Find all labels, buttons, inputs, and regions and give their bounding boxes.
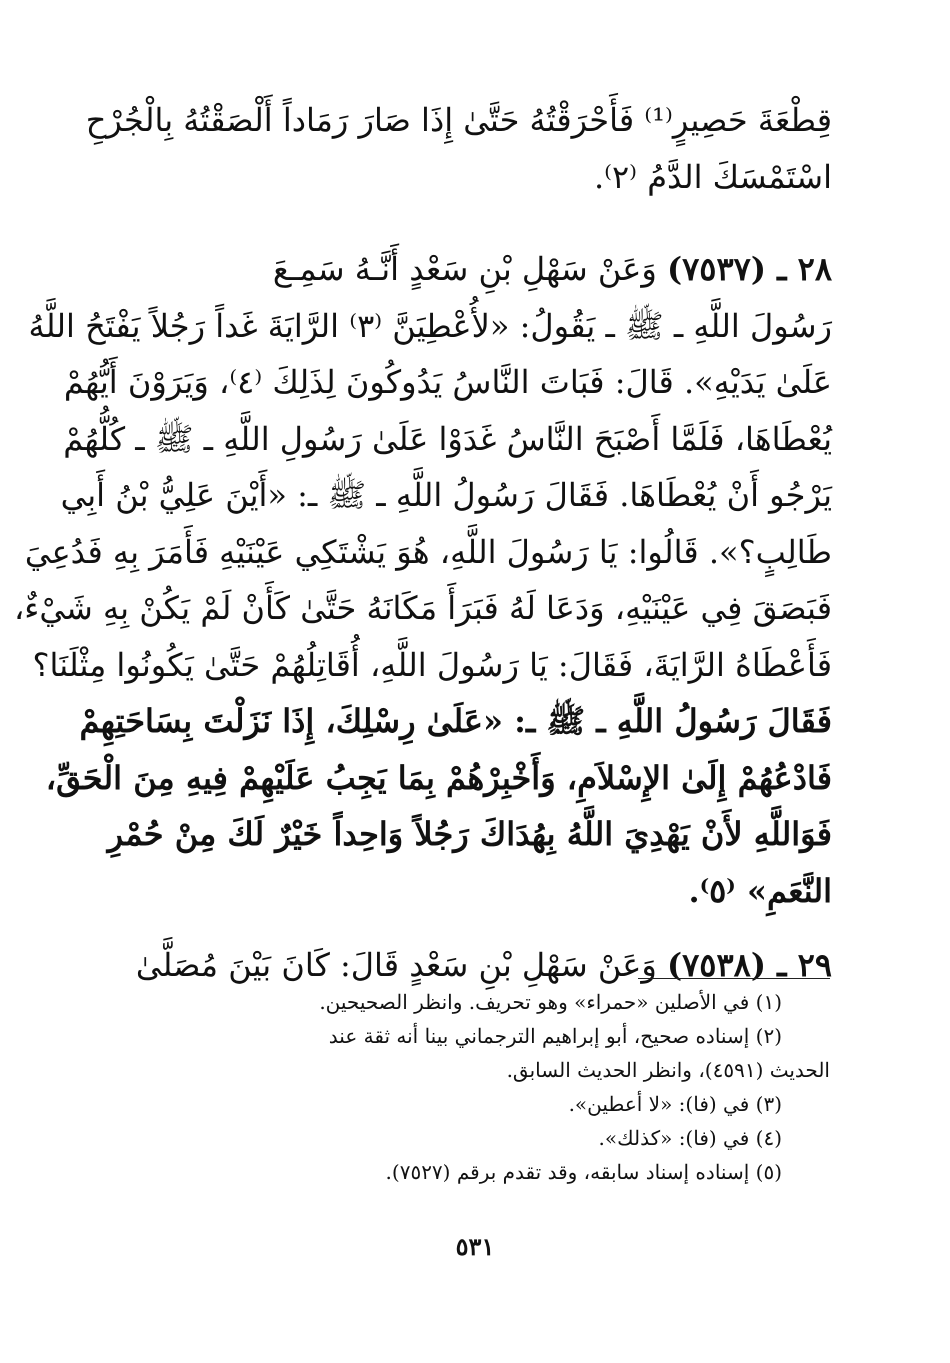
text-line: فَوَاللَّهِ لأَنْ يَهْدِيَ اللَّهُ بِهُدَاكَ رَجُلاً وَاحِداً خَيْرٌ لَكَ مِنْ حُمْرِ: [107, 815, 832, 853]
main-text: [13, 92, 832, 994]
footnote: (٢) إسناده صحيح، أبو إبراهيم الترجماني بينا أنه ثقة عند: [328, 1024, 782, 1048]
hadith-28: [13, 241, 832, 919]
text-line: عَلَىٰ يَدَيْهِ». قَالَ: فَبَاتَ النَّاسُ يَدُوكُونَ لِذَلِكَ ⁽٤⁾، وَيَرَوْنَ أَيُّهُمْ: [63, 363, 832, 401]
hadith-first-line: [132, 241, 832, 298]
footnote: (٥) إسناده إسناد سابقه، وقد تقدم برقم (٧٥٢٧).: [385, 1160, 782, 1184]
text-line: فَبَصَقَ فِي عَيْنَيْهِ، وَدَعَا لَهُ فَبَرَأَ مَكَانَهُ حَتَّىٰ كَأَنْ لَمْ يَكُنْ بِهِ شَيْءٌ،: [13, 589, 832, 627]
text-line: طَالِبٍ؟». قَالُوا: يَا رَسُولَ اللَّهِ، هُوَ يَشْتَكِي عَيْنَيْهِ فَأَمَرَ بِهِ فَدُعِيَ: [24, 532, 832, 571]
footnote-continuation: الحديث (٤٥٩١)، وانظر الحديث السابق.: [506, 1058, 830, 1082]
text-line: يُعْطَاهَا، فَلَمَّا أَصْبَحَ النَّاسُ غَدَوْا عَلَىٰ رَسُولِ اللَّهِ ـ ﷺ ـ كُلُّهُمْ: [63, 419, 832, 458]
text-line: فَادْعُهُمْ إِلَىٰ الإِسْلاَمِ، وَأَخْبِرْهُمْ بِمَا يَجِبُ عَلَيْهِمْ فِيهِ مِنَ الْحَقِّ،: [45, 758, 832, 797]
footnote: (٣) في (فا): «لا أعطين».: [568, 1092, 782, 1116]
footnote: (٤) في (فا): «كذلك».: [598, 1126, 782, 1150]
text-line: النَّعَمِ» ⁽٥⁾.: [688, 871, 832, 910]
text-fragment: وَعَنْ سَهْلِ بْنِ سَعْدٍ أَنَّـهُ سَمِـعَ: [272, 250, 657, 288]
text-line: فَقَالَ رَسُولُ اللَّهِ ـ ﷺ ـ: «عَلَىٰ رِسْلِكَ، إِذَا نَزَلْتَ بِسَاحَتِهِمْ: [79, 702, 832, 740]
text-line: فَأَعْطَاهُ الرَّايَةَ، فَقَالَ: يَا رَسُولَ اللَّهِ، أُقَاتِلُهُمْ حَتَّىٰ يَكُونُوا مِثْلَنَا؟: [32, 645, 832, 684]
footnote: (١) في الأصلين «حمراء» وهو تحريف. وانظر الصحيحين.: [319, 990, 782, 1014]
text-line: يَرْجُو أَنْ يُعْطَاهَا. فَقَالَ رَسُولُ اللَّهِ ـ ﷺ ـ: «أَيْنَ عَلِيُّ بْنُ أَبِي: [60, 476, 832, 514]
text-line: رَسُولَ اللَّهِ ـ ﷺ ـ يَقُولُ: «لأُعْطِيَنَّ ⁽٣⁾ الرَّايَةَ غَداً رَجُلاً يَفْتَحُ اللَّهُ: [28, 306, 832, 345]
hadith-number: ٢٩ ـ (٧٥٣٨): [666, 946, 832, 984]
page-number: ٥٣١: [455, 1232, 495, 1261]
previous-hadith-continuation: [85, 92, 832, 205]
text-fragment: وَعَنْ سَهْلِ بْنِ سَعْدٍ قَالَ: كَانَ بَيْنَ مُصَلَّىٰ: [135, 946, 657, 984]
hadith-number: ٢٨ ـ (٧٥٣٧): [666, 250, 832, 288]
footnote-separator: [638, 978, 830, 979]
footnotes: [130, 985, 830, 1189]
text-line: قِطْعَةَ حَصِيرٍ⁽¹⁾ فَأَحْرَقْتُهُ حَتَّىٰ إِذَا صَارَ رَمَاداً أَلْصَقْتُهُ بِالْجُرْحِ: [85, 101, 832, 139]
text-line: اسْتَمْسَكَ الدَّمُ ⁽٢⁾.: [593, 157, 832, 196]
